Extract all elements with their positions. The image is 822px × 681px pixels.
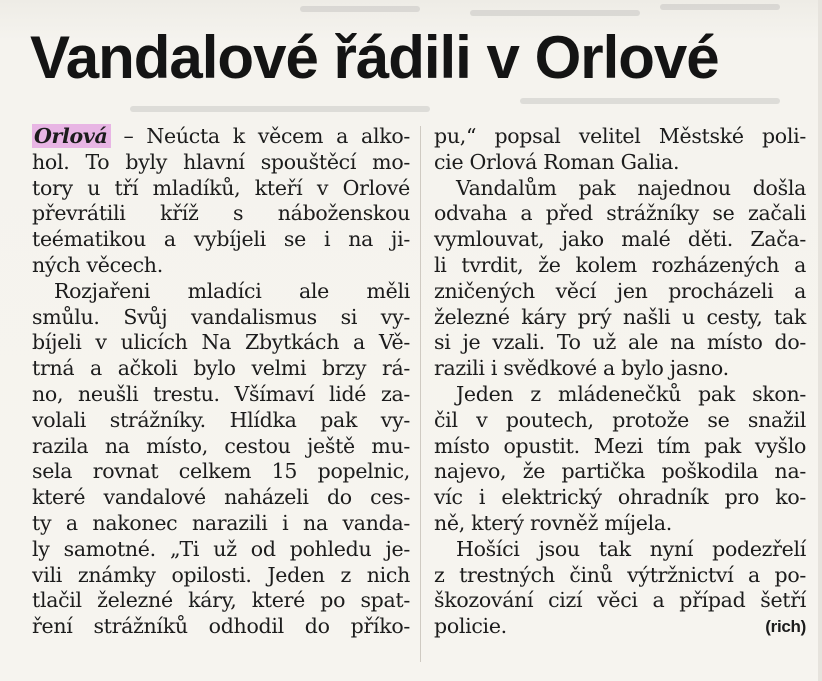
article-text-line [434, 124, 806, 150]
article-line-text: ty a nakonec narazili i na vanda- [32, 510, 410, 535]
article-line-text: Jeden z mládenečků pak skon- [456, 381, 806, 406]
bleed-through-mark [300, 6, 420, 12]
article-text-line [434, 305, 806, 331]
article-text-line [434, 176, 806, 202]
article-line-text: ření strážníků odhodil do příko- [32, 614, 410, 639]
article-column-right [434, 124, 806, 640]
article-text-line [32, 201, 410, 227]
article-line-text: Vandalům pak najednou došla [456, 175, 806, 200]
article-line-text: hol. To byly hlavní spouštěcí mo- [32, 149, 410, 174]
article-line-text: no, neušli trestu. Všímaví lidé za- [32, 381, 410, 406]
article-line-text: najevo, že partička poškodila na- [434, 459, 806, 484]
article-line-text: li tvrdit, že kolem rozházených a [434, 252, 806, 277]
article-text-line [32, 563, 410, 589]
article-text-line [434, 563, 806, 589]
article-text-line [434, 614, 806, 640]
article-dateline: Orlová [32, 124, 111, 148]
article-line-text: železné káry prý našli u cesty, tak [434, 304, 806, 329]
article-text-line [434, 588, 806, 614]
article-line-text: odvaha a před strážníky se začali [434, 201, 806, 226]
article-text-line [32, 279, 410, 305]
article-text-line [32, 485, 410, 511]
article-line-text: tlačil železné káry, které po spat- [32, 588, 410, 613]
article-line-text: razili i svědkové a bylo jasno. [434, 356, 729, 381]
article-text-line [434, 485, 806, 511]
article-text-line [434, 382, 806, 408]
article-line-text: ně, který rovněž míjela. [434, 510, 673, 535]
article-line-text: z trestných činů výtržnictví a po- [434, 562, 806, 587]
article-headline: Vandalové řádili v Orlové [30, 24, 719, 91]
article-text-line [434, 356, 806, 382]
article-column-left [32, 124, 410, 640]
article-text-line [32, 588, 410, 614]
article-line-text: vymlouvat, jako malé děti. Zača- [434, 227, 806, 252]
article-line-text: ly samotné. „Ti už od pohledu je- [32, 536, 410, 561]
article-text-line [32, 253, 410, 279]
page-edge [818, 0, 822, 681]
article-line-text: místo opustit. Mezi tím pak vyšlo [434, 433, 806, 458]
article-text-line [32, 356, 410, 382]
article-line-text: škozování cizí věci a případ šetří [434, 588, 806, 613]
article-text-line [32, 511, 410, 537]
author-signature: (rich) [765, 617, 806, 637]
article-text-line [32, 537, 410, 563]
article-text-line [32, 434, 410, 460]
article-line-text: které vandalové naházeli do ces- [32, 485, 410, 510]
article-line-text: si je vzali. To už ale na místo do- [434, 330, 806, 355]
article-text-line [32, 408, 410, 434]
article-text-line [434, 253, 806, 279]
article-text-line [32, 227, 410, 253]
article-text-line [32, 124, 410, 150]
article-line-text: sela rovnat celkem 15 popelnic, [32, 459, 410, 484]
article-text-line [434, 537, 806, 563]
column-divider [420, 126, 421, 662]
article-text-line [434, 511, 806, 537]
article-text-line [434, 330, 806, 356]
article-line-text: zničených věcí jen procházeli a [434, 278, 806, 303]
bleed-through-mark [470, 10, 640, 16]
article-text-line [434, 201, 806, 227]
bleed-through-mark [520, 98, 780, 104]
article-line-text: cie Orlová Roman Galia. [434, 149, 680, 174]
article-text-line [434, 434, 806, 460]
article-line-text: volali strážníky. Hlídka pak vy- [32, 407, 410, 432]
article-text-line [32, 382, 410, 408]
article-text-line [434, 150, 806, 176]
article-line-text: razila na místo, cestou ještě mu- [32, 433, 410, 458]
article-line-text: víc i elektrický ohradník pro ko- [434, 485, 806, 510]
article-text-line [434, 227, 806, 253]
article-text-line [32, 459, 410, 485]
article-text-line [434, 459, 806, 485]
article-text-line [434, 408, 806, 434]
article-text-line [434, 279, 806, 305]
article-line-text: Hošíci jsou tak nyní podezřelí [456, 536, 806, 561]
article-line-text: teématikou a vybíjeli se i na ji- [32, 227, 410, 252]
article-line-text: policie. [434, 614, 507, 639]
article-text-line [32, 305, 410, 331]
article-line-text: vili známky opilosti. Jeden z nich [32, 562, 410, 587]
article-line-text: smůlu. Svůj vandalismus si vy- [32, 304, 410, 329]
article-line-text: – Neúcta k věcem a alko- [110, 124, 410, 148]
bleed-through-mark [660, 4, 780, 10]
article-line-text: bíjeli v ulicích Na Zbytkách a Vě- [32, 330, 410, 355]
article-line-text: trná a ačkoli bylo velmi brzy rá- [32, 356, 410, 381]
article-line-text: Rozjařeni mladíci ale měli [54, 278, 410, 303]
bleed-through-mark [130, 106, 430, 112]
article-line-text: čil v poutech, protože se snažil [434, 407, 806, 432]
article-text-line [32, 176, 410, 202]
article-line-text: pu,“ popsal velitel Městské poli- [434, 124, 806, 148]
article-line-text: ných věcech. [32, 252, 163, 277]
article-text-line [32, 150, 410, 176]
article-line-text: tory u tří mladíků, kteří v Orlové [32, 175, 410, 200]
article-text-line [32, 614, 410, 640]
article-line-text: převrátili kříž s náboženskou [32, 201, 410, 226]
article-text-line [32, 330, 410, 356]
